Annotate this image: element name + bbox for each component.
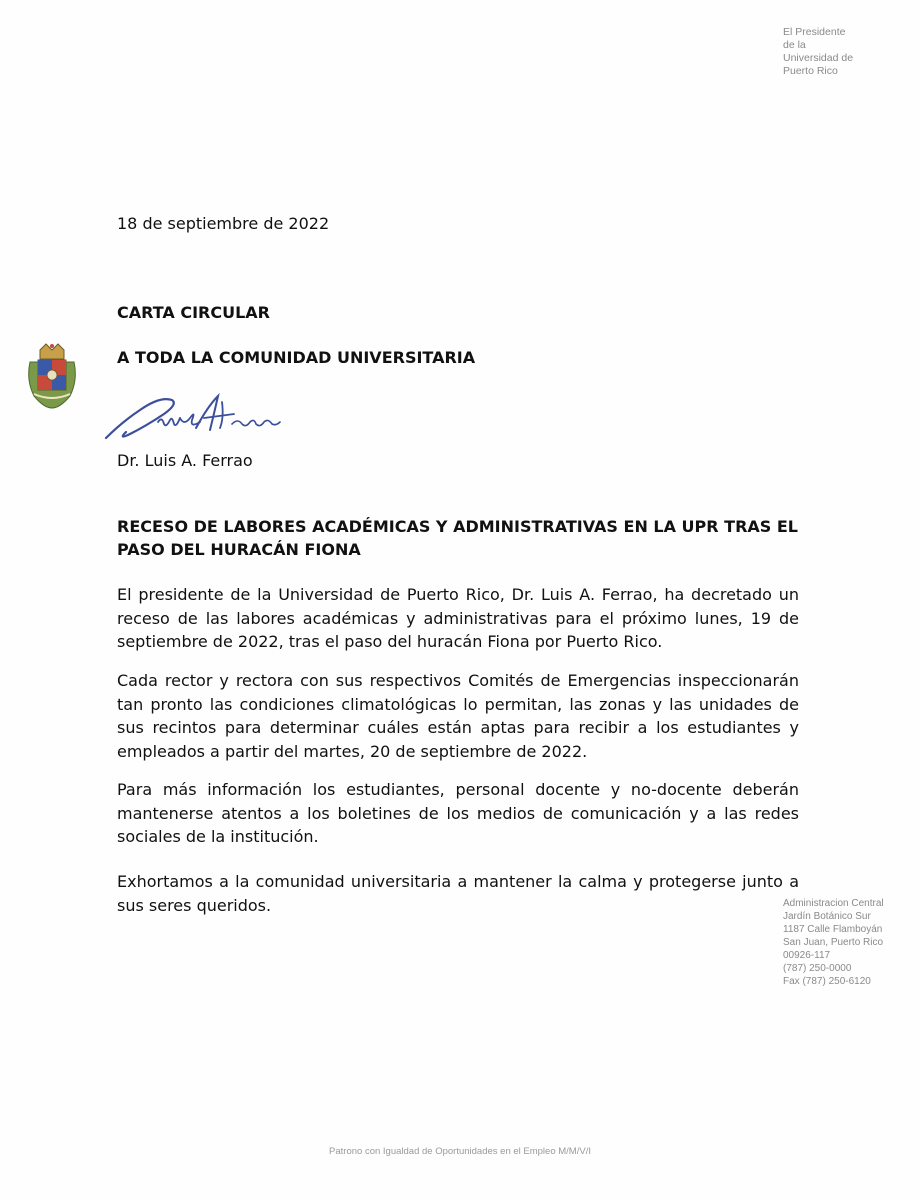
- letter-type: CARTA CIRCULAR: [117, 303, 270, 322]
- signer-name: Dr. Luis A. Ferrao: [117, 451, 253, 470]
- letter-date: 18 de septiembre de 2022: [117, 214, 330, 233]
- letterhead-line: Puerto Rico: [783, 65, 838, 77]
- university-seal-icon: [22, 340, 82, 410]
- letterhead-office: [783, 26, 903, 78]
- address-line: Administracion Central: [783, 898, 884, 909]
- address-line: San Juan, Puerto Rico: [783, 937, 884, 948]
- address-line: Jardín Botánico Sur: [783, 911, 871, 922]
- body-paragraph: Exhortamos a la comunidad universitaria a mantener la calma y protegerse junto a sus seres queridos.: [117, 872, 799, 915]
- letter-subject: RECESO DE LABORES ACADÉMICAS Y ADMINISTRATIVAS EN LA UPR TRAS EL PASO DEL HURACÁN FIONA: [117, 517, 798, 559]
- footer-equal-opportunity: Patrono con Igualdad de Oportunidades en el Empleo M/M/V/I: [329, 1146, 591, 1157]
- letterhead-line: de la: [783, 39, 806, 51]
- letterhead-line: Universidad de: [783, 52, 854, 64]
- body-paragraph: Para más información los estudiantes, personal docente y no-docente deberán mantenerse atentos a los boletines de los medios de comunicación y a las redes sociales de la institución.: [117, 780, 799, 846]
- address-line: 1187 Calle Flamboyán: [783, 924, 883, 935]
- address-line: (787) 250-0000: [783, 963, 852, 974]
- letter-recipients: A TODA LA COMUNIDAD UNIVERSITARIA: [117, 348, 476, 367]
- office-address: [783, 897, 903, 988]
- address-line: Fax (787) 250-6120: [783, 976, 871, 987]
- body-paragraph: Cada rector y rectora con sus respectivos Comités de Emergencias inspeccionarán tan pronto las condiciones climatológicas lo permitan, las zonas y las unidades de sus recintos para determinar cuáles están aptas para recibir a los estudiantes y empleados a partir del martes, 20 de septiembre de 2022.: [117, 671, 799, 761]
- body-paragraph: El presidente de la Universidad de Puerto Rico, Dr. Luis A. Ferrao, ha decretado un receso de las labores académicas y administrativas para el próximo lunes, 19 de septiembre de 2022, tras el paso del huracán Fiona por Puerto Rico.: [117, 585, 799, 651]
- address-line: 00926-117: [783, 950, 831, 961]
- signature-image: [100, 388, 285, 446]
- letterhead-line: El Presidente: [783, 26, 846, 38]
